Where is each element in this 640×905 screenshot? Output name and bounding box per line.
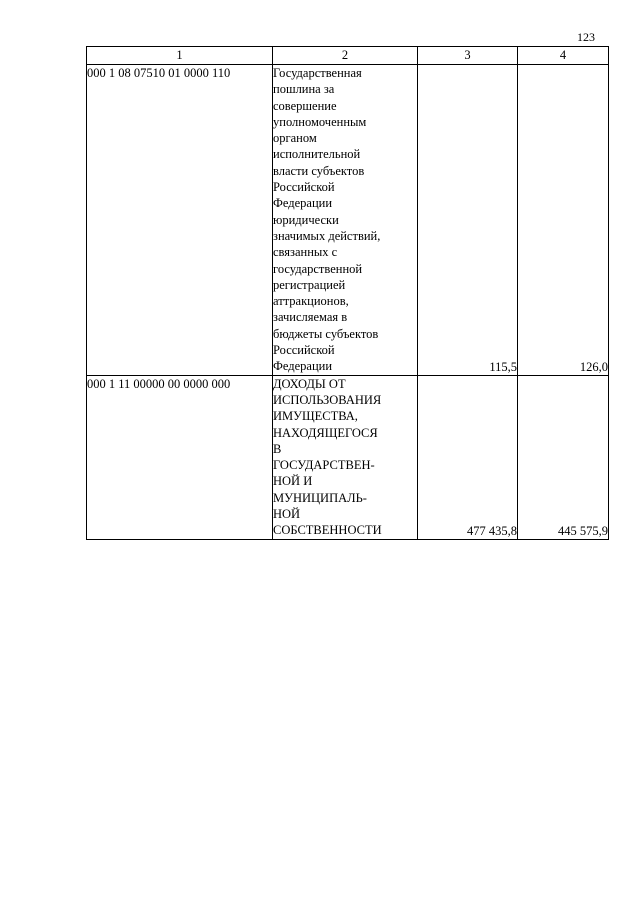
income-name-cell xyxy=(273,375,418,539)
value-column-4: 445 575,9 xyxy=(518,375,609,539)
column-header-3: 3 xyxy=(418,47,518,65)
income-name-line: Российской xyxy=(273,180,335,195)
income-name-line: совершение xyxy=(273,98,337,113)
income-name-line: аттракционов, xyxy=(273,294,349,309)
income-name-line: органом xyxy=(273,131,317,146)
table-body xyxy=(87,65,609,540)
income-name-line: связанных с xyxy=(273,245,338,260)
income-name-line: юридически xyxy=(273,212,339,227)
income-name-line: НОЙ И xyxy=(273,474,313,489)
income-name-line: исполнительной xyxy=(273,147,361,162)
budget-code-cell: 000 1 11 00000 00 0000 000 xyxy=(87,375,273,539)
table-header-row xyxy=(87,47,609,65)
column-header-2: 2 xyxy=(273,47,418,65)
table-row xyxy=(87,375,609,539)
income-name-line: пошлина за xyxy=(273,82,335,97)
income-name-line: власти субъектов xyxy=(273,163,365,178)
table-row xyxy=(87,65,609,376)
income-name-line: уполномоченным xyxy=(273,114,367,129)
income-name-line: В xyxy=(273,441,282,456)
income-name-line: НОЙ xyxy=(273,507,301,522)
page-number: 123 xyxy=(577,30,595,44)
income-name-line: зачисляемая в xyxy=(273,310,348,325)
income-name-line: регистрацией xyxy=(273,277,346,292)
income-name-line: ИСПОЛЬЗОВАНИЯ xyxy=(273,392,382,407)
budget-code-cell: 000 1 08 07510 01 0000 110 xyxy=(87,65,273,376)
income-name-line: бюджеты субъектов xyxy=(273,326,379,341)
income-name-line: Российской xyxy=(273,343,335,358)
income-name-line: значимых действий, xyxy=(273,228,381,243)
income-name-line: ДОХОДЫ ОТ xyxy=(273,376,346,391)
income-name-line: государственной xyxy=(273,261,363,276)
income-name-line: МУНИЦИПАЛЬ- xyxy=(273,490,367,505)
income-name-line: Федерации xyxy=(273,196,333,211)
value-column-3: 115,5 xyxy=(418,65,518,376)
budget-table xyxy=(86,46,609,540)
income-name-line: НАХОДЯЩЕГОСЯ xyxy=(273,425,378,440)
income-name-line: ИМУЩЕСТВА, xyxy=(273,409,358,424)
income-name-cell xyxy=(273,65,418,376)
column-header-1: 1 xyxy=(87,47,273,65)
income-name-line: Федерации xyxy=(273,359,333,374)
value-column-4: 126,0 xyxy=(518,65,609,376)
income-name-line: ГОСУДАРСТВЕН- xyxy=(273,458,375,473)
value-column-3: 477 435,8 xyxy=(418,375,518,539)
income-name-line: СОБСТВЕННОСТИ xyxy=(273,523,382,538)
column-header-4: 4 xyxy=(518,47,609,65)
income-name-line: Государственная xyxy=(273,66,362,80)
